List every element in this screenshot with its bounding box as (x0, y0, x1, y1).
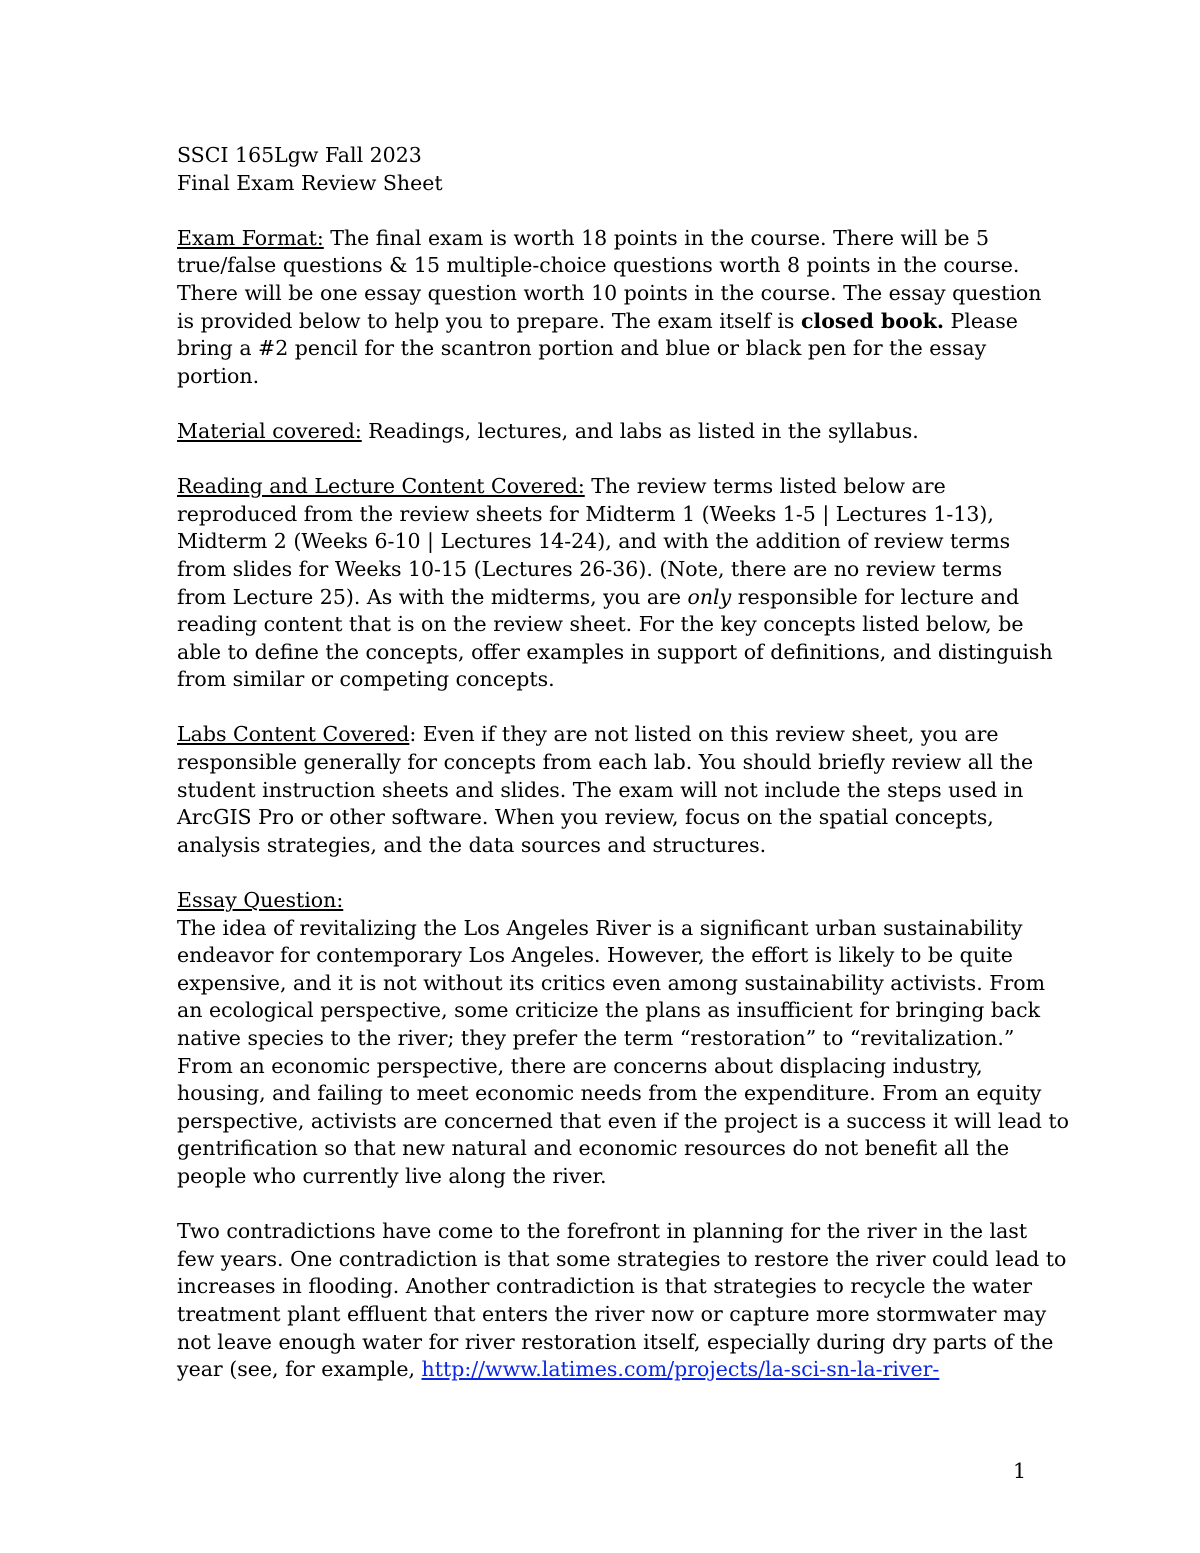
document-body (177, 142, 1069, 1411)
reading-text: reading content that is on the review sheet. For the key concepts listed below, be (177, 612, 1024, 637)
essay-paragraph-1-line: endeavor for contemporary Los Angeles. However, the effort is likely to be quite (177, 943, 1013, 968)
labs-text: analysis strategies, and the data sources and structures. (177, 832, 767, 857)
essay-paragraph-1-line: perspective, activists are concerned that even if the project is a success it will lead to (177, 1108, 1069, 1133)
essay-paragraph-2 (177, 1218, 1067, 1384)
exam-format-text: There will be one essay question worth 10 points in the course. The essay question (177, 280, 1042, 305)
reading-text: from slides for Weeks 10-15 (Lectures 26-36). (Note, there are no review terms (177, 556, 1003, 581)
labs-text: ArcGIS Pro or other software. When you review, focus on the spatial concepts, (177, 805, 994, 830)
labs-text: : Even if they are not listed on this review sheet, you are (409, 722, 999, 747)
exam-format-text: portion. (177, 363, 260, 388)
only-emphasis: only (687, 584, 732, 609)
essay-paragraph-1-line: The idea of revitalizing the Los Angeles River is a significant urban sustainability (177, 915, 1023, 940)
reading-section (177, 473, 1053, 694)
essay-paragraph-2-line: year (see, for example, (177, 1357, 422, 1382)
essay-section (177, 887, 1069, 1191)
labs-text: responsible generally for concepts from each lab. You should briefly review all the (177, 750, 1034, 775)
essay-paragraph-2-line: Two contradictions have come to the forefront in planning for the river in the last (177, 1219, 1028, 1244)
essay-paragraph-2-line: few years. One contradiction is that some strategies to restore the river could lead to (177, 1246, 1067, 1271)
reading-text: reproduced from the review sheets for Midterm 1 (Weeks 1-5 | Lectures 1-13), (177, 501, 994, 526)
document-header (177, 142, 1047, 197)
essay-paragraph-2-line: increases in flooding. Another contradiction is that strategies to recycle the water (177, 1274, 1033, 1299)
reading-text: The review terms listed below are (584, 474, 946, 499)
page-number: 1 (1013, 1459, 1027, 1483)
reading-heading: Reading and Lecture Content Covered: (177, 474, 585, 499)
course-code: SSCI 165Lgw Fall 2023 (177, 143, 422, 167)
labs-section (177, 721, 1047, 859)
reading-text: responsible for lecture and (731, 584, 1020, 609)
reading-text: from similar or competing concepts. (177, 667, 555, 692)
essay-paragraph-1-line: native species to the river; they prefer the term “restoration” to “revitalization.” (177, 1026, 1015, 1050)
latimes-link[interactable]: http://www.latimes.com/projects/la-sci-sn-la-river- (421, 1357, 940, 1382)
essay-paragraph-1-line: housing, and failing to meet economic needs from the expenditure. From an equity (177, 1081, 1042, 1106)
exam-format-text: is provided below to help you to prepare. The exam itself is (177, 308, 801, 333)
essay-paragraph-1-line: people who currently live along the river. (177, 1163, 607, 1188)
exam-format-section (177, 225, 1047, 391)
essay-paragraph-1-line: From an economic perspective, there are concerns about displacing industry, (177, 1053, 983, 1078)
essay-paragraph-1-line: an ecological perspective, some criticize the plans as insufficient for bringing back (177, 998, 1041, 1023)
material-text: Readings, lectures, and labs as listed in the syllabus. (361, 418, 919, 443)
exam-format-text: Please (943, 308, 1018, 333)
material-heading: Material covered: (177, 418, 362, 443)
reading-text: from Lecture 25). As with the midterms, you are (177, 584, 688, 609)
document-title: Final Exam Review Sheet (177, 170, 443, 195)
essay-paragraph-1-line: expensive, and it is not without its critics even among sustainability activists. From (177, 970, 1046, 995)
material-section (177, 418, 1047, 446)
essay-heading: Essay Question: (177, 888, 344, 913)
exam-format-text: true/false questions & 15 multiple-choice questions worth 8 points in the course. (177, 253, 1020, 278)
closed-book-emphasis: closed book. (800, 308, 944, 333)
essay-paragraph-1-line: gentrification so that new natural and economic resources do not benefit all the (177, 1136, 1010, 1161)
exam-format-text: The final exam is worth 18 points in the course. There will be 5 (323, 225, 990, 250)
exam-format-text: bring a #2 pencil for the scantron portion and blue or black pen for the essay (177, 336, 987, 361)
essay-paragraph-2-line: not leave enough water for river restoration itself, especially during dry parts of the (177, 1329, 1054, 1354)
exam-format-heading: Exam Format: (177, 225, 324, 250)
labs-heading: Labs Content Covered (177, 722, 410, 747)
reading-text: Midterm 2 (Weeks 6-10 | Lectures 14-24), and with the addition of review terms (177, 529, 1011, 554)
essay-paragraph-2-line: treatment plant effluent that enters the river now or capture more stormwater may (177, 1301, 1047, 1326)
labs-text: student instruction sheets and slides. The exam will not include the steps used in (177, 777, 1024, 802)
reading-text: able to define the concepts, offer examples in support of definitions, and distinguish (177, 639, 1053, 664)
